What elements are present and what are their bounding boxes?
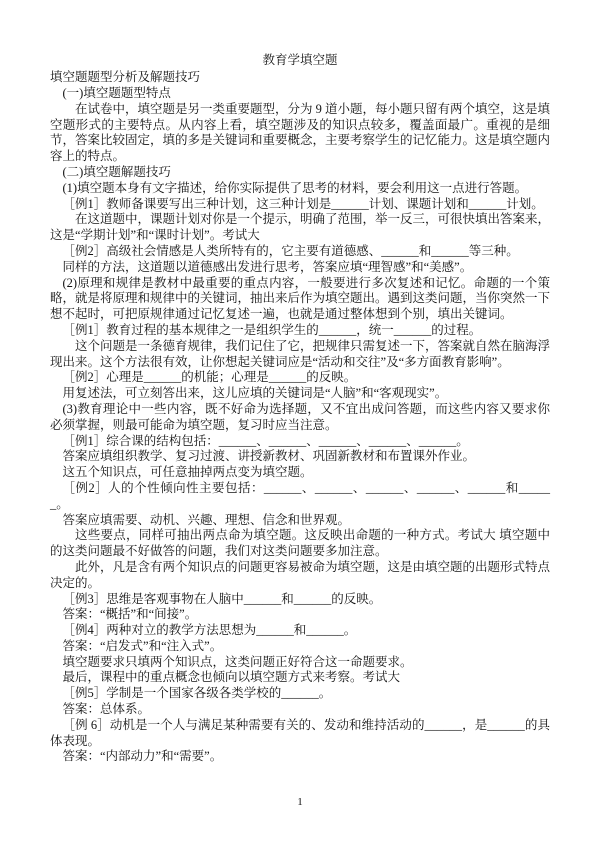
example-item: ［例5］学制是一个国家各级各类学校的______。 <box>62 686 332 701</box>
example-item: ［例3］思维是客观事物在人脑中______和______的反映。 <box>62 591 382 606</box>
page-number: 1 <box>297 796 303 808</box>
example-item: ［例4］两种对立的教学方法思想为______和______。 <box>62 623 357 638</box>
paragraph: 同样的方法，这道题以道德感出发进行思考，答案应填“理智感”和“美感”。 <box>62 259 473 274</box>
example-item: ［例2］心理是______的机能；心理是______的反映。 <box>62 370 357 385</box>
paragraph: (2)原理和规律是教材中最重要的重点内容，一般要进行多次复述和记忆。命题的一个策略，就是将原理和规律中的关键词，抽出来后作为填空题出。遇到这类问题，当你突然一下想不起时，可把原规律通过记忆复述一遍，也就是通过整体想到个别，填出关键词。 <box>50 275 551 322</box>
example-item: ［例2］高级社会情感是人类所特有的，它主要有道德感、______和______等三种。 <box>62 243 519 258</box>
paragraph: 最后，课程中的重点概念也倾向以填空题方式来考察。考试大 <box>62 670 401 685</box>
document-body <box>50 86 550 765</box>
example-item: ［例2］人的个性倾向性主要包括：______、______、______、______、______和______。 <box>50 480 550 511</box>
section-heading: (二)填空题解题技巧 <box>62 164 171 179</box>
answer-line: 答案：“启发式”和“注入式”。 <box>62 638 223 653</box>
paragraph: 此外，凡是含有两个知识点的问题更容易被命为填空题，这是由填空题的出题形式特点决定的。 <box>50 559 551 590</box>
paragraph: 在这道题中，课题计划对你是一个提示，明确了范围，举一反三，可很快填出答案来，这是“学期计划”和“课时计划”。考试大 <box>50 212 551 243</box>
answer-line: 答案应填组织教学、复习过渡、讲授新教材、巩固新教材和布置课外作业。 <box>62 449 476 464</box>
answer-line: 答案：总体系。 <box>62 702 151 717</box>
paragraph: (3)教育理论中一些内容，既不好命为选择题，又不宜出成问答题，而这些内容又要求你必须掌握，则最可能命为填空题，复习时应当注意。 <box>50 401 550 432</box>
answer-line: 答案：“概括”和“间接”。 <box>62 607 198 622</box>
paragraph: 在试卷中，填空题是另一类重要题型，分为 9 道小题，每小题只留有两个填空，这是填空题形式的主要特点。从内容上看，填空题涉及的知识点较多，覆盖面最广。重视的是细节，答案比较固定，填的多是关键词和重要概念，主要考察学生的记忆能力。这是填空题内容上的特点。 <box>50 101 551 164</box>
paragraph: 这些要点，同样可抽出两点命为填空题。这反映出命题的一种方式。考试大 填空题中的这类问题最不好做答的问题，我们对这类问题要多加注意。 <box>50 528 550 559</box>
paragraph: 填空题要求只填两个知识点，这类问题正好符合这一命题要求。 <box>62 654 413 669</box>
example-item: ［例1］综合课的结构包括：______、______、______、______、______。 <box>62 433 469 448</box>
paragraph: (1)填空题本身有文字描述，给你实际提供了思考的材料，要会利用这一点进行答题。 <box>62 180 528 195</box>
paragraph: 这个问题是一条德育规律，我们记住了它，把规律只需复述一下，答案就自然在脑海浮现出来。这个方法很有效，让你想起关键词应是“活动和交往”及“多方面教育影响”。 <box>50 338 551 369</box>
example-item: ［例 6］动机是一个人与满足某种需要有关的、发动和维持活动的______，是______的具体表现。 <box>50 717 550 748</box>
answer-line: 答案应填需要、动机、兴趣、理想、信念和世界观。 <box>62 512 351 527</box>
paragraph: 用复述法，可立刻答出来，这儿应填的关键词是“人脑”和“客观现实”。 <box>62 386 448 401</box>
example-item: ［例1］教师备课要写出三种计划，这三种计划是______计划、课题计划和______计划。 <box>62 196 544 211</box>
example-item: ［例1］教育过程的基本规律之一是组织学生的______，统一______的过程。 <box>62 322 482 337</box>
document-header-title: 教育学填空题 <box>262 53 338 67</box>
section-heading: (一)填空题题型特点 <box>62 86 171 100</box>
answer-line: 答案：“内部动力”和“需要”。 <box>62 749 223 764</box>
paragraph: 这五个知识点，可任意抽掉两点变为填空题。 <box>62 465 313 480</box>
page-title: 填空题题型分析及解题技巧 <box>50 70 201 84</box>
